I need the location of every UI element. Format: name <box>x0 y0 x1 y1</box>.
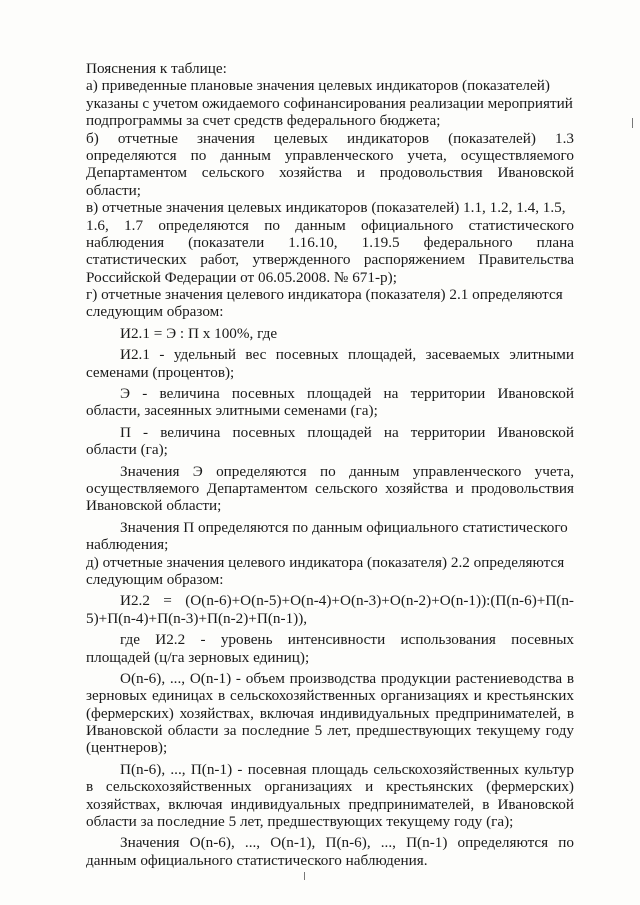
document-body <box>86 60 574 869</box>
text-line: Значения П определяются по данным официального статистического <box>120 518 568 536</box>
text-line: подпрограммы за счет средств федерального бюджета; <box>86 112 441 130</box>
text-line: где И2.2 - уровень интенсивности использования посевных <box>120 631 574 649</box>
text-line: наблюдения; <box>86 536 169 554</box>
text-line: а) приведенные плановые значения целевых индикаторов (показателей) <box>86 77 550 95</box>
formula-i22: И2.2 = (О(n-6)+О(n-5)+О(n-4)+О(n-3)+О(n-2)+О(n-1)):(П(n-6)+П(n- <box>120 592 574 610</box>
text-line: г) отчетные значения целевого индикатора (показателя) 2.1 определяются <box>86 286 563 304</box>
text-line: зерновых единицах в сельскохозяйственных организациях и крестьянских <box>86 687 574 705</box>
text-line: данным официального статистического наблюдения. <box>86 851 428 869</box>
formula-i21: И2.1 = Э : П х 100%, где <box>120 324 278 342</box>
text-line: Э - величина посевных площадей на территории Ивановской <box>120 385 574 403</box>
text-line: 1.6, 1.7 определяются по данным официального статистического <box>86 216 574 234</box>
text-line: в) отчетные значения целевых индикаторов (показателей) 1.1, 1.2, 1.4, 1.5, <box>86 199 566 217</box>
text-line: Значения Э определяются по данным управленческого учета, <box>120 462 574 480</box>
text-line: Ивановской области; <box>86 497 222 515</box>
text-line: (фермерских) хозяйствах, включая индивидуальных предпринимателей, в <box>86 704 574 722</box>
text-line: следующим образом: <box>86 570 224 588</box>
text-line: области, засеянных элитными семенами (га); <box>86 402 378 420</box>
text-line: б) отчетные значения целевых индикаторов (показателей) 1.3 <box>86 129 574 147</box>
text-line: семенами (процентов); <box>86 363 235 381</box>
text-line: области за последние 5 лет, предшествующих текущему году (га); <box>86 813 514 831</box>
text-line: определяются по данным управленческого учета, осуществляемого <box>86 146 574 164</box>
scan-artifact <box>632 118 633 128</box>
text-line: площадей (ц/га зерновых единиц); <box>86 648 310 666</box>
text-line: наблюдения (показатели 1.16.10, 1.19.5 федерального плана <box>86 233 574 251</box>
heading-explanations: Пояснения к таблице: <box>86 60 227 77</box>
text-line: Значения О(n-6), ..., О(n-1), П(n-6), ..., П(n-1) определяются по <box>120 834 574 852</box>
text-line: осуществляемого Департаментом сельского хозяйства и продовольствия <box>86 479 574 497</box>
text-line: д) отчетные значения целевого индикатора (показателя) 2.2 определяются <box>86 553 565 571</box>
formula-i22-cont: 5)+П(n-4)+П(n-3)+П(n-2)+П(n-1)), <box>86 609 308 627</box>
text-line: Ивановской области за последние 5 лет, предшествующих текущему году <box>86 722 574 740</box>
text-line: в сельскохозяйственных организациях и крестьянских (фермерских) <box>86 778 574 796</box>
text-line: П(n-6), ..., П(n-1) - посевная площадь сельскохозяйственных культур <box>120 760 574 778</box>
text-line: хозяйствах, включая индивидуальных предпринимателей, в Ивановской <box>86 795 574 813</box>
text-line: П - величина посевных площадей на территории Ивановской <box>120 423 574 441</box>
text-line: статистических работ, утвержденного распоряжением Правительства <box>86 251 574 269</box>
text-line: (центнеров); <box>86 739 168 757</box>
text-line: Российской Федерации от 06.05.2008. № 671-р); <box>86 268 397 286</box>
text-line: И2.1 - удельный вес посевных площадей, засеваемых элитными <box>120 346 574 364</box>
text-line: области (га); <box>86 441 168 459</box>
text-line: следующим образом: <box>86 303 224 321</box>
text-line: Департаментом сельского хозяйства и продовольствия Ивановской <box>86 164 574 182</box>
text-line: указаны с учетом ожидаемого софинансирования реализации мероприятий <box>86 94 573 112</box>
scan-artifact <box>304 872 305 880</box>
text-line: области; <box>86 181 141 199</box>
text-line: О(n-6), ..., О(n-1) - объем производства продукции растениеводства в <box>120 669 574 687</box>
